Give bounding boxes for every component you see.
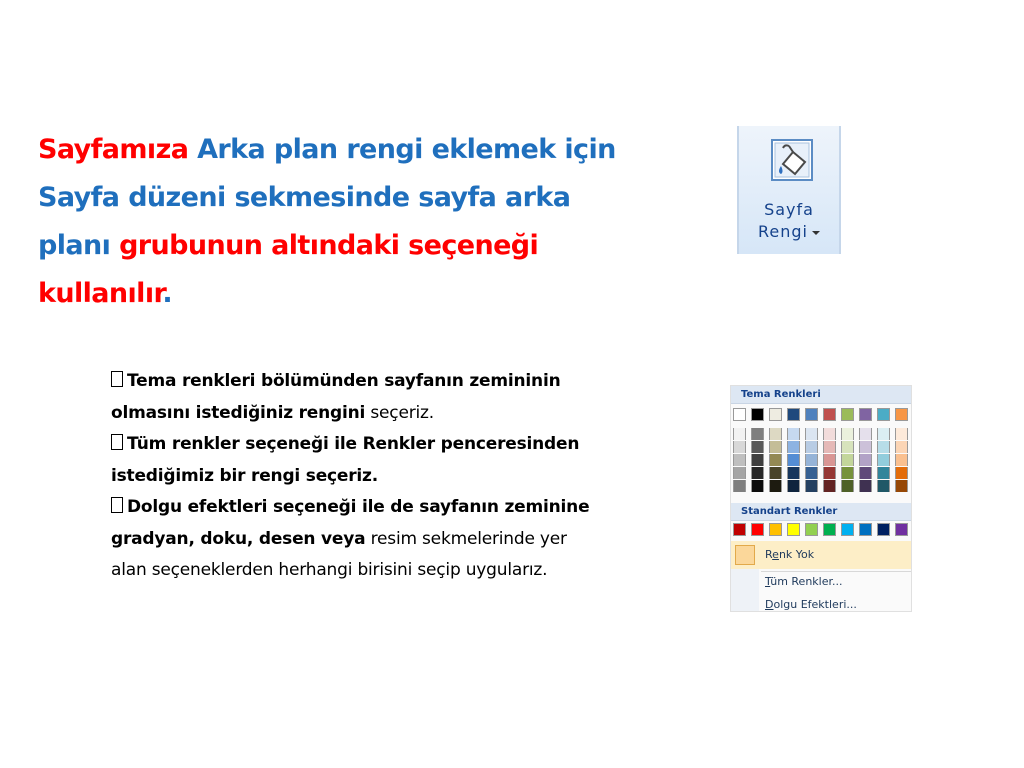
theme-shade-swatch[interactable] (805, 454, 818, 466)
theme-shade-swatch[interactable] (769, 428, 782, 440)
theme-shade-column (787, 428, 800, 493)
theme-shade-swatch[interactable] (823, 467, 836, 479)
slide-title (38, 126, 638, 318)
theme-shade-swatch[interactable] (805, 441, 818, 453)
paragraph-1-rest: seçeriz. (365, 402, 434, 423)
theme-color-swatch[interactable] (805, 408, 818, 421)
theme-shade-swatch[interactable] (769, 441, 782, 453)
no-color-first: R (765, 548, 773, 561)
theme-shade-swatch[interactable] (787, 454, 800, 466)
standard-color-swatch[interactable] (859, 523, 872, 536)
theme-color-swatch[interactable] (787, 408, 800, 421)
theme-shade-column (769, 428, 782, 493)
theme-shade-swatch[interactable] (877, 428, 890, 440)
theme-shade-swatch[interactable] (895, 428, 908, 440)
theme-shade-swatch[interactable] (877, 441, 890, 453)
standard-colors-header: Standart Renkler (731, 503, 912, 521)
theme-color-swatch[interactable] (895, 408, 908, 421)
title-part-4: . (162, 278, 173, 309)
theme-shade-swatch[interactable] (733, 454, 746, 466)
bullet-icon (111, 434, 123, 450)
theme-shade-swatch[interactable] (877, 454, 890, 466)
title-part-3: grubunun altındaki seçeneği kullanılır (38, 230, 539, 309)
title-part-2: Arka plan rengi eklemek için Sayfa düzeni sekmesinde sayfa arka planı (38, 134, 616, 261)
paragraph-3-rest: resim sekmelerinde yer alan seçeneklerden herhangi birisini seçip uygularız. (111, 528, 567, 580)
color-palette-dropdown (730, 385, 912, 612)
chevron-down-icon[interactable] (812, 231, 820, 235)
theme-shade-swatch[interactable] (841, 480, 854, 492)
theme-shade-swatch[interactable] (787, 428, 800, 440)
theme-shade-swatch[interactable] (895, 454, 908, 466)
standard-color-swatch[interactable] (751, 523, 764, 536)
theme-shade-swatch[interactable] (841, 441, 854, 453)
theme-color-swatch[interactable] (733, 408, 746, 421)
theme-shade-swatch[interactable] (805, 428, 818, 440)
bullet-icon (111, 497, 123, 513)
theme-shade-column (823, 428, 836, 493)
title-part-1: Sayfamıza (38, 134, 189, 165)
theme-shade-column (877, 428, 890, 493)
theme-shade-swatch[interactable] (733, 480, 746, 492)
page-color-label-line1: Sayfa (764, 200, 814, 219)
standard-color-swatch[interactable] (877, 523, 890, 536)
no-color-accel: e (772, 548, 779, 561)
theme-shade-swatch[interactable] (841, 428, 854, 440)
theme-shade-swatch[interactable] (787, 467, 800, 479)
no-color-swatch (735, 545, 755, 565)
theme-shade-column (733, 428, 746, 493)
theme-shade-column (805, 428, 818, 493)
theme-shade-swatch[interactable] (787, 441, 800, 453)
no-color-rest: nk Yok (778, 548, 815, 561)
no-color-label (765, 548, 814, 561)
theme-shade-swatch[interactable] (769, 467, 782, 479)
theme-shade-column (859, 428, 872, 493)
theme-shade-swatch[interactable] (859, 454, 872, 466)
theme-shade-swatch[interactable] (751, 480, 764, 492)
theme-colors-row (733, 408, 908, 421)
menu-divider (761, 571, 911, 572)
theme-shade-swatch[interactable] (733, 467, 746, 479)
theme-shade-swatch[interactable] (859, 480, 872, 492)
bullet-icon (111, 371, 123, 387)
theme-shade-swatch[interactable] (733, 441, 746, 453)
fill-effects-item[interactable] (765, 598, 857, 611)
standard-color-swatch[interactable] (733, 523, 746, 536)
theme-shade-swatch[interactable] (859, 441, 872, 453)
page-color-button[interactable] (737, 126, 841, 254)
theme-shade-swatch[interactable] (751, 454, 764, 466)
theme-shade-swatch[interactable] (823, 454, 836, 466)
theme-shade-swatch[interactable] (841, 467, 854, 479)
theme-shade-swatch[interactable] (823, 480, 836, 492)
all-colors-rest: üm Renkler... (770, 575, 843, 588)
theme-shade-column (895, 428, 908, 493)
theme-shade-swatch[interactable] (733, 428, 746, 440)
theme-shade-swatch[interactable] (751, 428, 764, 440)
theme-color-swatch[interactable] (877, 408, 890, 421)
standard-color-swatch[interactable] (769, 523, 782, 536)
theme-shade-column (751, 428, 764, 493)
theme-shade-swatch[interactable] (751, 467, 764, 479)
theme-shade-swatch[interactable] (895, 480, 908, 492)
all-colors-item[interactable] (765, 575, 843, 588)
page-color-label-text: Rengi (758, 222, 808, 241)
menu-gutter (731, 569, 759, 612)
standard-color-swatch[interactable] (805, 523, 818, 536)
paragraph-1-bold: Tema renkleri bölümünden sayfanın zemininin olmasını istediğiniz rengini (111, 371, 561, 423)
theme-shade-swatch[interactable] (787, 480, 800, 492)
theme-shade-swatch[interactable] (859, 467, 872, 479)
theme-shade-swatch[interactable] (841, 454, 854, 466)
page-color-label-line2 (739, 222, 839, 241)
paint-bucket-icon (769, 138, 819, 184)
standard-colors-row (733, 523, 908, 536)
theme-color-swatch[interactable] (769, 408, 782, 421)
theme-shade-swatch[interactable] (895, 467, 908, 479)
theme-shade-swatch[interactable] (823, 428, 836, 440)
theme-shade-swatch[interactable] (751, 441, 764, 453)
paragraph-2-bold: Tüm renkler seçeneği ile Renkler penceresinden istediğimiz bir rengi seçeriz. (111, 434, 580, 486)
theme-shade-swatch[interactable] (769, 480, 782, 492)
standard-color-swatch[interactable] (841, 523, 854, 536)
paragraph-3-bold: Dolgu efektleri seçeneği ile de sayfanın zeminine gradyan, doku, desen veya (111, 497, 590, 549)
theme-color-swatch[interactable] (751, 408, 764, 421)
theme-shade-swatch[interactable] (769, 454, 782, 466)
theme-shade-swatch[interactable] (859, 428, 872, 440)
standard-color-swatch[interactable] (787, 523, 800, 536)
all-colors-accel: T (765, 575, 771, 588)
theme-color-swatch[interactable] (859, 408, 872, 421)
theme-color-swatch[interactable] (823, 408, 836, 421)
theme-shade-swatch[interactable] (877, 480, 890, 492)
theme-shade-column (841, 428, 854, 493)
theme-shade-swatch[interactable] (823, 441, 836, 453)
theme-colors-header: Tema Renkleri (731, 386, 911, 404)
standard-color-swatch[interactable] (895, 523, 908, 536)
fill-effects-accel: D (765, 598, 774, 611)
theme-color-swatch[interactable] (841, 408, 854, 421)
theme-shade-swatch[interactable] (805, 480, 818, 492)
standard-color-swatch[interactable] (823, 523, 836, 536)
theme-shade-swatch[interactable] (877, 467, 890, 479)
theme-shade-swatch[interactable] (895, 441, 908, 453)
instructions-text (111, 366, 591, 587)
fill-effects-rest: olgu Efektleri... (773, 598, 857, 611)
theme-shade-swatch[interactable] (805, 467, 818, 479)
no-color-item[interactable] (731, 541, 912, 569)
